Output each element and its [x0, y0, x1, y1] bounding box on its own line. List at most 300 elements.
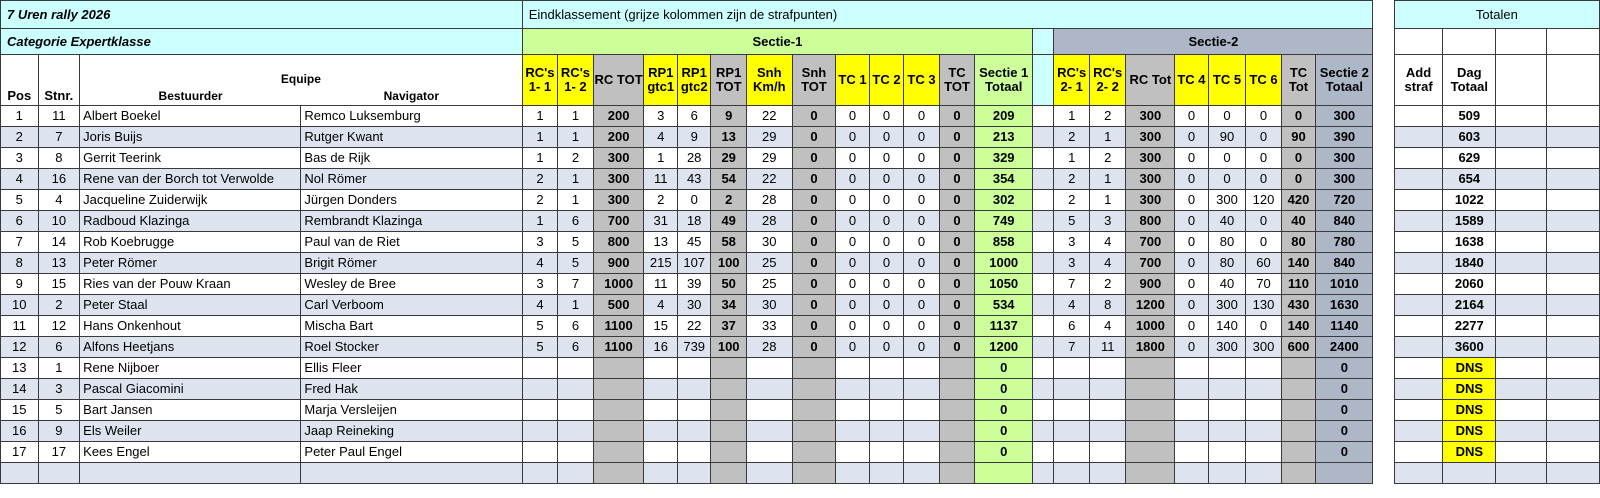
- cell-tc4: 0: [1175, 253, 1208, 274]
- cell-g1: 16: [644, 337, 677, 358]
- cell-navigator: Marja Versleijen: [301, 400, 522, 421]
- cell-tctot2: 430: [1281, 295, 1316, 316]
- cell-tc1: 0: [836, 190, 869, 211]
- blank-cell: [1546, 337, 1599, 358]
- cell-snh: 22: [746, 106, 792, 127]
- cell-tc5: 80: [1208, 253, 1246, 274]
- cell-s1: 0: [975, 442, 1033, 463]
- cell-g1: 215: [644, 253, 677, 274]
- cell-snh: 28: [746, 190, 792, 211]
- cell-snh: 28: [746, 211, 792, 232]
- cell-navigator: Paul van de Riet: [301, 232, 522, 253]
- cell-add: [1394, 358, 1443, 379]
- cell-bestuurder: Jacqueline Zuiderwijk: [80, 190, 301, 211]
- cell-rctot2: [1126, 358, 1175, 379]
- cell-snhtot: [792, 379, 836, 400]
- cell-tc1: [836, 463, 869, 484]
- gap-cell: [1373, 400, 1394, 421]
- cell-s1: [975, 463, 1033, 484]
- cell-tc2: 0: [869, 169, 904, 190]
- cell-g1: 11: [644, 274, 677, 295]
- cell-tctot2: [1281, 463, 1316, 484]
- cell-tctot: 0: [939, 190, 975, 211]
- cell-stnr: 9: [38, 421, 80, 442]
- cell-stnr: 12: [38, 316, 80, 337]
- table-row: [1, 379, 1600, 400]
- spacer-cell: [1033, 55, 1054, 106]
- col-tc6: TC 6: [1246, 55, 1282, 106]
- cell-add: [1394, 148, 1443, 169]
- blank-cell: [1496, 29, 1547, 55]
- blank-cell: [1496, 211, 1547, 232]
- cell-bestuurder: Radboud Klazinga: [80, 211, 301, 232]
- cell-tc6: [1246, 442, 1282, 463]
- cell-rc21: [1054, 358, 1090, 379]
- cell-tctot: 0: [939, 295, 975, 316]
- cell-tc6: 0: [1246, 211, 1282, 232]
- cell-tctot: 0: [939, 127, 975, 148]
- cell-tc6: [1246, 379, 1282, 400]
- cell-rp1tot: 100: [711, 337, 747, 358]
- cell-rctot: [593, 421, 644, 442]
- cell-g2: 18: [677, 211, 710, 232]
- cell-snhtot: 0: [792, 316, 836, 337]
- cell-rp1tot: 2: [711, 190, 747, 211]
- cell-rctot2: 300: [1126, 169, 1175, 190]
- cell-rc21: 5: [1054, 211, 1090, 232]
- cell-tctot: [939, 358, 975, 379]
- cell-navigator: Remco Luksemburg: [301, 106, 522, 127]
- cell-add: [1394, 295, 1443, 316]
- cell-tc3: 0: [904, 274, 940, 295]
- cell-tc1: [836, 421, 869, 442]
- cell-tc2: 0: [869, 127, 904, 148]
- cell-add: [1394, 106, 1443, 127]
- cell-tc1: 0: [836, 169, 869, 190]
- cell-tc2: [869, 463, 904, 484]
- cell-navigator: Nol Römer: [301, 169, 522, 190]
- cell-rp1tot: 13: [711, 127, 747, 148]
- col-tc3: TC 3: [904, 55, 940, 106]
- cell-s1: 534: [975, 295, 1033, 316]
- cell-rctot2: 300: [1126, 148, 1175, 169]
- gap-cell: [1373, 379, 1394, 400]
- cell-rc11: 1: [522, 211, 558, 232]
- cell-g1: [644, 463, 677, 484]
- cell-rc11: [522, 379, 558, 400]
- cell-rc22: 2: [1089, 148, 1126, 169]
- cell-rp1tot: 58: [711, 232, 747, 253]
- spacer-cell: [1033, 295, 1054, 316]
- cell-rc22: 1: [1089, 190, 1126, 211]
- cell-pos: 11: [1, 316, 39, 337]
- cell-tctot: 0: [939, 274, 975, 295]
- cell-snh: 30: [746, 232, 792, 253]
- cell-tc4: 0: [1175, 106, 1208, 127]
- blank-cell: [1546, 190, 1599, 211]
- cell-tc2: [869, 358, 904, 379]
- cell-rctot: 1100: [593, 316, 644, 337]
- cell-s1: 1137: [975, 316, 1033, 337]
- cell-rc21: [1054, 400, 1090, 421]
- cell-g2: 107: [677, 253, 710, 274]
- table-row: [1, 442, 1600, 463]
- cell-tctot: [939, 442, 975, 463]
- cell-dag: 1638: [1443, 232, 1496, 253]
- col-rc-tot: RC TOT: [593, 55, 644, 106]
- col-sectie1-totaal: Sectie 1 Totaal: [975, 55, 1033, 106]
- col-pos: Pos: [1, 55, 39, 106]
- cell-tctot: 0: [939, 106, 975, 127]
- cell-tc6: 0: [1246, 106, 1282, 127]
- blank-cell: [1546, 232, 1599, 253]
- cell-g1: 11: [644, 169, 677, 190]
- cell-add: [1394, 316, 1443, 337]
- equipe-label: Equipe: [280, 72, 321, 86]
- cell-rc21: 2: [1054, 127, 1090, 148]
- blank-cell: [1496, 358, 1547, 379]
- cell-snhtot: 0: [792, 253, 836, 274]
- cell-tctot2: 80: [1281, 232, 1316, 253]
- cell-rp1tot: 29: [711, 148, 747, 169]
- cell-tc6: [1246, 421, 1282, 442]
- results-body: [1, 106, 1600, 484]
- cell-rc12: 6: [558, 211, 594, 232]
- spacer-cell: [1033, 232, 1054, 253]
- gap-cell: [1373, 1, 1394, 29]
- cell-tctot2: 0: [1281, 106, 1316, 127]
- cell-tctot2: 110: [1281, 274, 1316, 295]
- cell-rc12: [558, 379, 594, 400]
- cell-rp1tot: 9: [711, 106, 747, 127]
- col-add-straf: Add straf: [1394, 55, 1443, 106]
- cell-tc6: 0: [1246, 316, 1282, 337]
- cell-tc5: 0: [1208, 106, 1246, 127]
- cell-tc1: 0: [836, 148, 869, 169]
- cell-s2: 0: [1316, 442, 1373, 463]
- table-row: [1, 274, 1600, 295]
- gap-cell: [1373, 358, 1394, 379]
- category-title: Categorie Expertklasse: [1, 29, 523, 55]
- cell-tctot: 0: [939, 232, 975, 253]
- cell-s1: 1050: [975, 274, 1033, 295]
- cell-g1: 15: [644, 316, 677, 337]
- table-row: [1, 211, 1600, 232]
- cell-tc2: [869, 400, 904, 421]
- cell-rc12: 6: [558, 316, 594, 337]
- cell-rc22: 1: [1089, 127, 1126, 148]
- cell-snh: 33: [746, 316, 792, 337]
- cell-s2: [1316, 463, 1373, 484]
- gap-cell: [1373, 127, 1394, 148]
- cell-rctot2: [1126, 463, 1175, 484]
- gap-cell: [1373, 106, 1394, 127]
- cell-g2: 45: [677, 232, 710, 253]
- blank-cell: [1546, 29, 1599, 55]
- cell-rc22: 4: [1089, 253, 1126, 274]
- gap-cell: [1373, 421, 1394, 442]
- cell-tctot2: [1281, 442, 1316, 463]
- cell-tc1: 0: [836, 106, 869, 127]
- cell-add: [1394, 169, 1443, 190]
- table-row: [1, 358, 1600, 379]
- cell-s2: 1010: [1316, 274, 1373, 295]
- cell-rctot2: [1126, 400, 1175, 421]
- cell-dag: DNS: [1443, 421, 1496, 442]
- cell-tc2: 0: [869, 148, 904, 169]
- col-tc-tot2: TC Tot: [1281, 55, 1316, 106]
- cell-rc11: 4: [522, 253, 558, 274]
- blank-cell: [1496, 190, 1547, 211]
- cell-g2: [677, 379, 710, 400]
- cell-snhtot: 0: [792, 106, 836, 127]
- cell-pos: 7: [1, 232, 39, 253]
- cell-rc22: 4: [1089, 316, 1126, 337]
- cell-tctot: 0: [939, 211, 975, 232]
- cell-rp1tot: [711, 400, 747, 421]
- cell-bestuurder: Rob Koebrugge: [80, 232, 301, 253]
- col-rp1-tot: RP1 TOT: [711, 55, 747, 106]
- cell-tc2: 0: [869, 211, 904, 232]
- cell-add: [1394, 379, 1443, 400]
- cell-tc1: 0: [836, 337, 869, 358]
- cell-pos: 5: [1, 190, 39, 211]
- cell-pos: 17: [1, 442, 39, 463]
- cell-snh: 29: [746, 148, 792, 169]
- cell-g1: 4: [644, 295, 677, 316]
- blank-cell: [1546, 358, 1599, 379]
- cell-rctot2: [1126, 442, 1175, 463]
- cell-rc22: 3: [1089, 211, 1126, 232]
- cell-rc22: [1089, 442, 1126, 463]
- cell-bestuurder: Joris Buijs: [80, 127, 301, 148]
- col-snh: Snh Km/h: [746, 55, 792, 106]
- cell-tc5: 0: [1208, 148, 1246, 169]
- cell-navigator: Brigit Römer: [301, 253, 522, 274]
- cell-rp1tot: 49: [711, 211, 747, 232]
- cell-tc1: [836, 442, 869, 463]
- cell-rc22: [1089, 400, 1126, 421]
- cell-tc5: [1208, 379, 1246, 400]
- gap-cell: [1373, 55, 1394, 106]
- cell-rctot: 1000: [593, 274, 644, 295]
- blank-cell: [1496, 55, 1547, 106]
- cell-s2: 0: [1316, 400, 1373, 421]
- gap-cell: [1373, 29, 1394, 55]
- cell-tc1: 0: [836, 253, 869, 274]
- cell-s2: 2400: [1316, 337, 1373, 358]
- cell-tc2: 0: [869, 337, 904, 358]
- cell-rctot2: [1126, 421, 1175, 442]
- spacer-cell: [1033, 127, 1054, 148]
- cell-rctot2: 300: [1126, 190, 1175, 211]
- cell-stnr: 15: [38, 274, 80, 295]
- blank-cell: [1546, 127, 1599, 148]
- cell-rc21: [1054, 442, 1090, 463]
- cell-tc4: [1175, 379, 1208, 400]
- cell-rc12: 5: [558, 253, 594, 274]
- cell-snhtot: 0: [792, 169, 836, 190]
- table-row: [1, 106, 1600, 127]
- cell-pos: 14: [1, 379, 39, 400]
- cell-rp1tot: [711, 421, 747, 442]
- gap-cell: [1373, 442, 1394, 463]
- cell-tc2: 0: [869, 232, 904, 253]
- spacer-cell: [1033, 358, 1054, 379]
- cell-tc6: 130: [1246, 295, 1282, 316]
- cell-rc21: [1054, 463, 1090, 484]
- blank-cell: [1546, 211, 1599, 232]
- cell-g2: 28: [677, 148, 710, 169]
- table-row: [1, 169, 1600, 190]
- section-row: [1, 29, 1600, 55]
- cell-add: [1394, 211, 1443, 232]
- cell-tc4: 0: [1175, 274, 1208, 295]
- cell-g2: 9: [677, 127, 710, 148]
- spacer-cell: [1033, 421, 1054, 442]
- col-snh-tot: Snh TOT: [792, 55, 836, 106]
- cell-snhtot: 0: [792, 337, 836, 358]
- cell-stnr: 2: [38, 295, 80, 316]
- cell-tc3: 0: [904, 316, 940, 337]
- cell-tc3: 0: [904, 295, 940, 316]
- cell-stnr: 16: [38, 169, 80, 190]
- cell-tctot2: [1281, 421, 1316, 442]
- cell-tc3: 0: [904, 127, 940, 148]
- cell-dag: [1443, 463, 1496, 484]
- col-rc11: RC's 1- 1: [522, 55, 558, 106]
- cell-tc6: 300: [1246, 337, 1282, 358]
- cell-tc4: [1175, 442, 1208, 463]
- cell-dag: 629: [1443, 148, 1496, 169]
- cell-dag: 2164: [1443, 295, 1496, 316]
- col-tc5: TC 5: [1208, 55, 1246, 106]
- table-row: [1, 295, 1600, 316]
- cell-g1: [644, 379, 677, 400]
- cell-rc11: 1: [522, 127, 558, 148]
- column-header-row: [1, 55, 1600, 106]
- blank-cell: [1443, 29, 1496, 55]
- cell-rctot2: 1000: [1126, 316, 1175, 337]
- spacer-cell: [1033, 106, 1054, 127]
- gap-cell: [1373, 253, 1394, 274]
- cell-tctot2: [1281, 358, 1316, 379]
- navigator-label: Navigator: [383, 89, 439, 104]
- cell-g2: [677, 421, 710, 442]
- title-row: [1, 1, 1600, 29]
- cell-rc12: 1: [558, 106, 594, 127]
- table-row: [1, 127, 1600, 148]
- cell-tc5: [1208, 442, 1246, 463]
- cell-rc11: [522, 421, 558, 442]
- cell-rctot: [593, 358, 644, 379]
- cell-rc11: 5: [522, 337, 558, 358]
- cell-s2: 0: [1316, 358, 1373, 379]
- cell-rc22: 11: [1089, 337, 1126, 358]
- cell-rc21: 1: [1054, 106, 1090, 127]
- cell-bestuurder: Els Weiler: [80, 421, 301, 442]
- cell-tctot2: 40: [1281, 211, 1316, 232]
- cell-snh: 29: [746, 127, 792, 148]
- cell-snh: [746, 400, 792, 421]
- cell-rc12: [558, 421, 594, 442]
- cell-tctot2: 420: [1281, 190, 1316, 211]
- cell-tc3: 0: [904, 211, 940, 232]
- cell-g1: 13: [644, 232, 677, 253]
- cell-rc22: [1089, 379, 1126, 400]
- spacer-cell: [1033, 379, 1054, 400]
- cell-rctot2: 700: [1126, 253, 1175, 274]
- cell-snhtot: 0: [792, 211, 836, 232]
- blank-cell: [1546, 463, 1599, 484]
- cell-dag: DNS: [1443, 379, 1496, 400]
- rally-title: 7 Uren rally 2026: [1, 1, 523, 29]
- cell-rc21: 2: [1054, 169, 1090, 190]
- cell-snhtot: 0: [792, 295, 836, 316]
- cell-g2: 22: [677, 316, 710, 337]
- spacer-cell: [1033, 463, 1054, 484]
- cell-stnr: 4: [38, 190, 80, 211]
- cell-rc12: [558, 442, 594, 463]
- cell-pos: 4: [1, 169, 39, 190]
- cell-tc3: 0: [904, 106, 940, 127]
- cell-g2: 739: [677, 337, 710, 358]
- cell-navigator: Peter Paul Engel: [301, 442, 522, 463]
- cell-tc4: [1175, 400, 1208, 421]
- cell-rc11: [522, 442, 558, 463]
- cell-rc12: [558, 400, 594, 421]
- cell-add: [1394, 442, 1443, 463]
- sectie2-header: Sectie-2: [1054, 29, 1373, 55]
- cell-tctot2: 140: [1281, 253, 1316, 274]
- cell-rctot: 1100: [593, 337, 644, 358]
- blank-cell: [1496, 232, 1547, 253]
- cell-rc22: [1089, 421, 1126, 442]
- cell-rc12: 1: [558, 127, 594, 148]
- cell-tc1: [836, 358, 869, 379]
- cell-tc4: 0: [1175, 211, 1208, 232]
- cell-tctot: [939, 463, 975, 484]
- cell-stnr: 1: [38, 358, 80, 379]
- cell-navigator: Bas de Rijk: [301, 148, 522, 169]
- cell-tc5: 300: [1208, 295, 1246, 316]
- cell-rc21: [1054, 379, 1090, 400]
- cell-stnr: 3: [38, 379, 80, 400]
- cell-rctot2: 300: [1126, 127, 1175, 148]
- cell-g2: [677, 358, 710, 379]
- cell-stnr: 14: [38, 232, 80, 253]
- cell-add: [1394, 463, 1443, 484]
- cell-rc12: 7: [558, 274, 594, 295]
- cell-tc2: 0: [869, 274, 904, 295]
- cell-navigator: Roel Stocker: [301, 337, 522, 358]
- cell-s2: 390: [1316, 127, 1373, 148]
- cell-bestuurder: [80, 463, 301, 484]
- cell-tc5: [1208, 463, 1246, 484]
- cell-pos: 12: [1, 337, 39, 358]
- cell-navigator: Jürgen Donders: [301, 190, 522, 211]
- cell-rc21: 7: [1054, 337, 1090, 358]
- cell-tc5: [1208, 421, 1246, 442]
- col-sectie2-totaal: Sectie 2 Totaal: [1316, 55, 1373, 106]
- cell-pos: 1: [1, 106, 39, 127]
- cell-rp1tot: [711, 463, 747, 484]
- spacer-cell: [1033, 337, 1054, 358]
- cell-s1: 0: [975, 421, 1033, 442]
- cell-tc4: 0: [1175, 295, 1208, 316]
- cell-tctot2: 90: [1281, 127, 1316, 148]
- blank-cell: [1546, 274, 1599, 295]
